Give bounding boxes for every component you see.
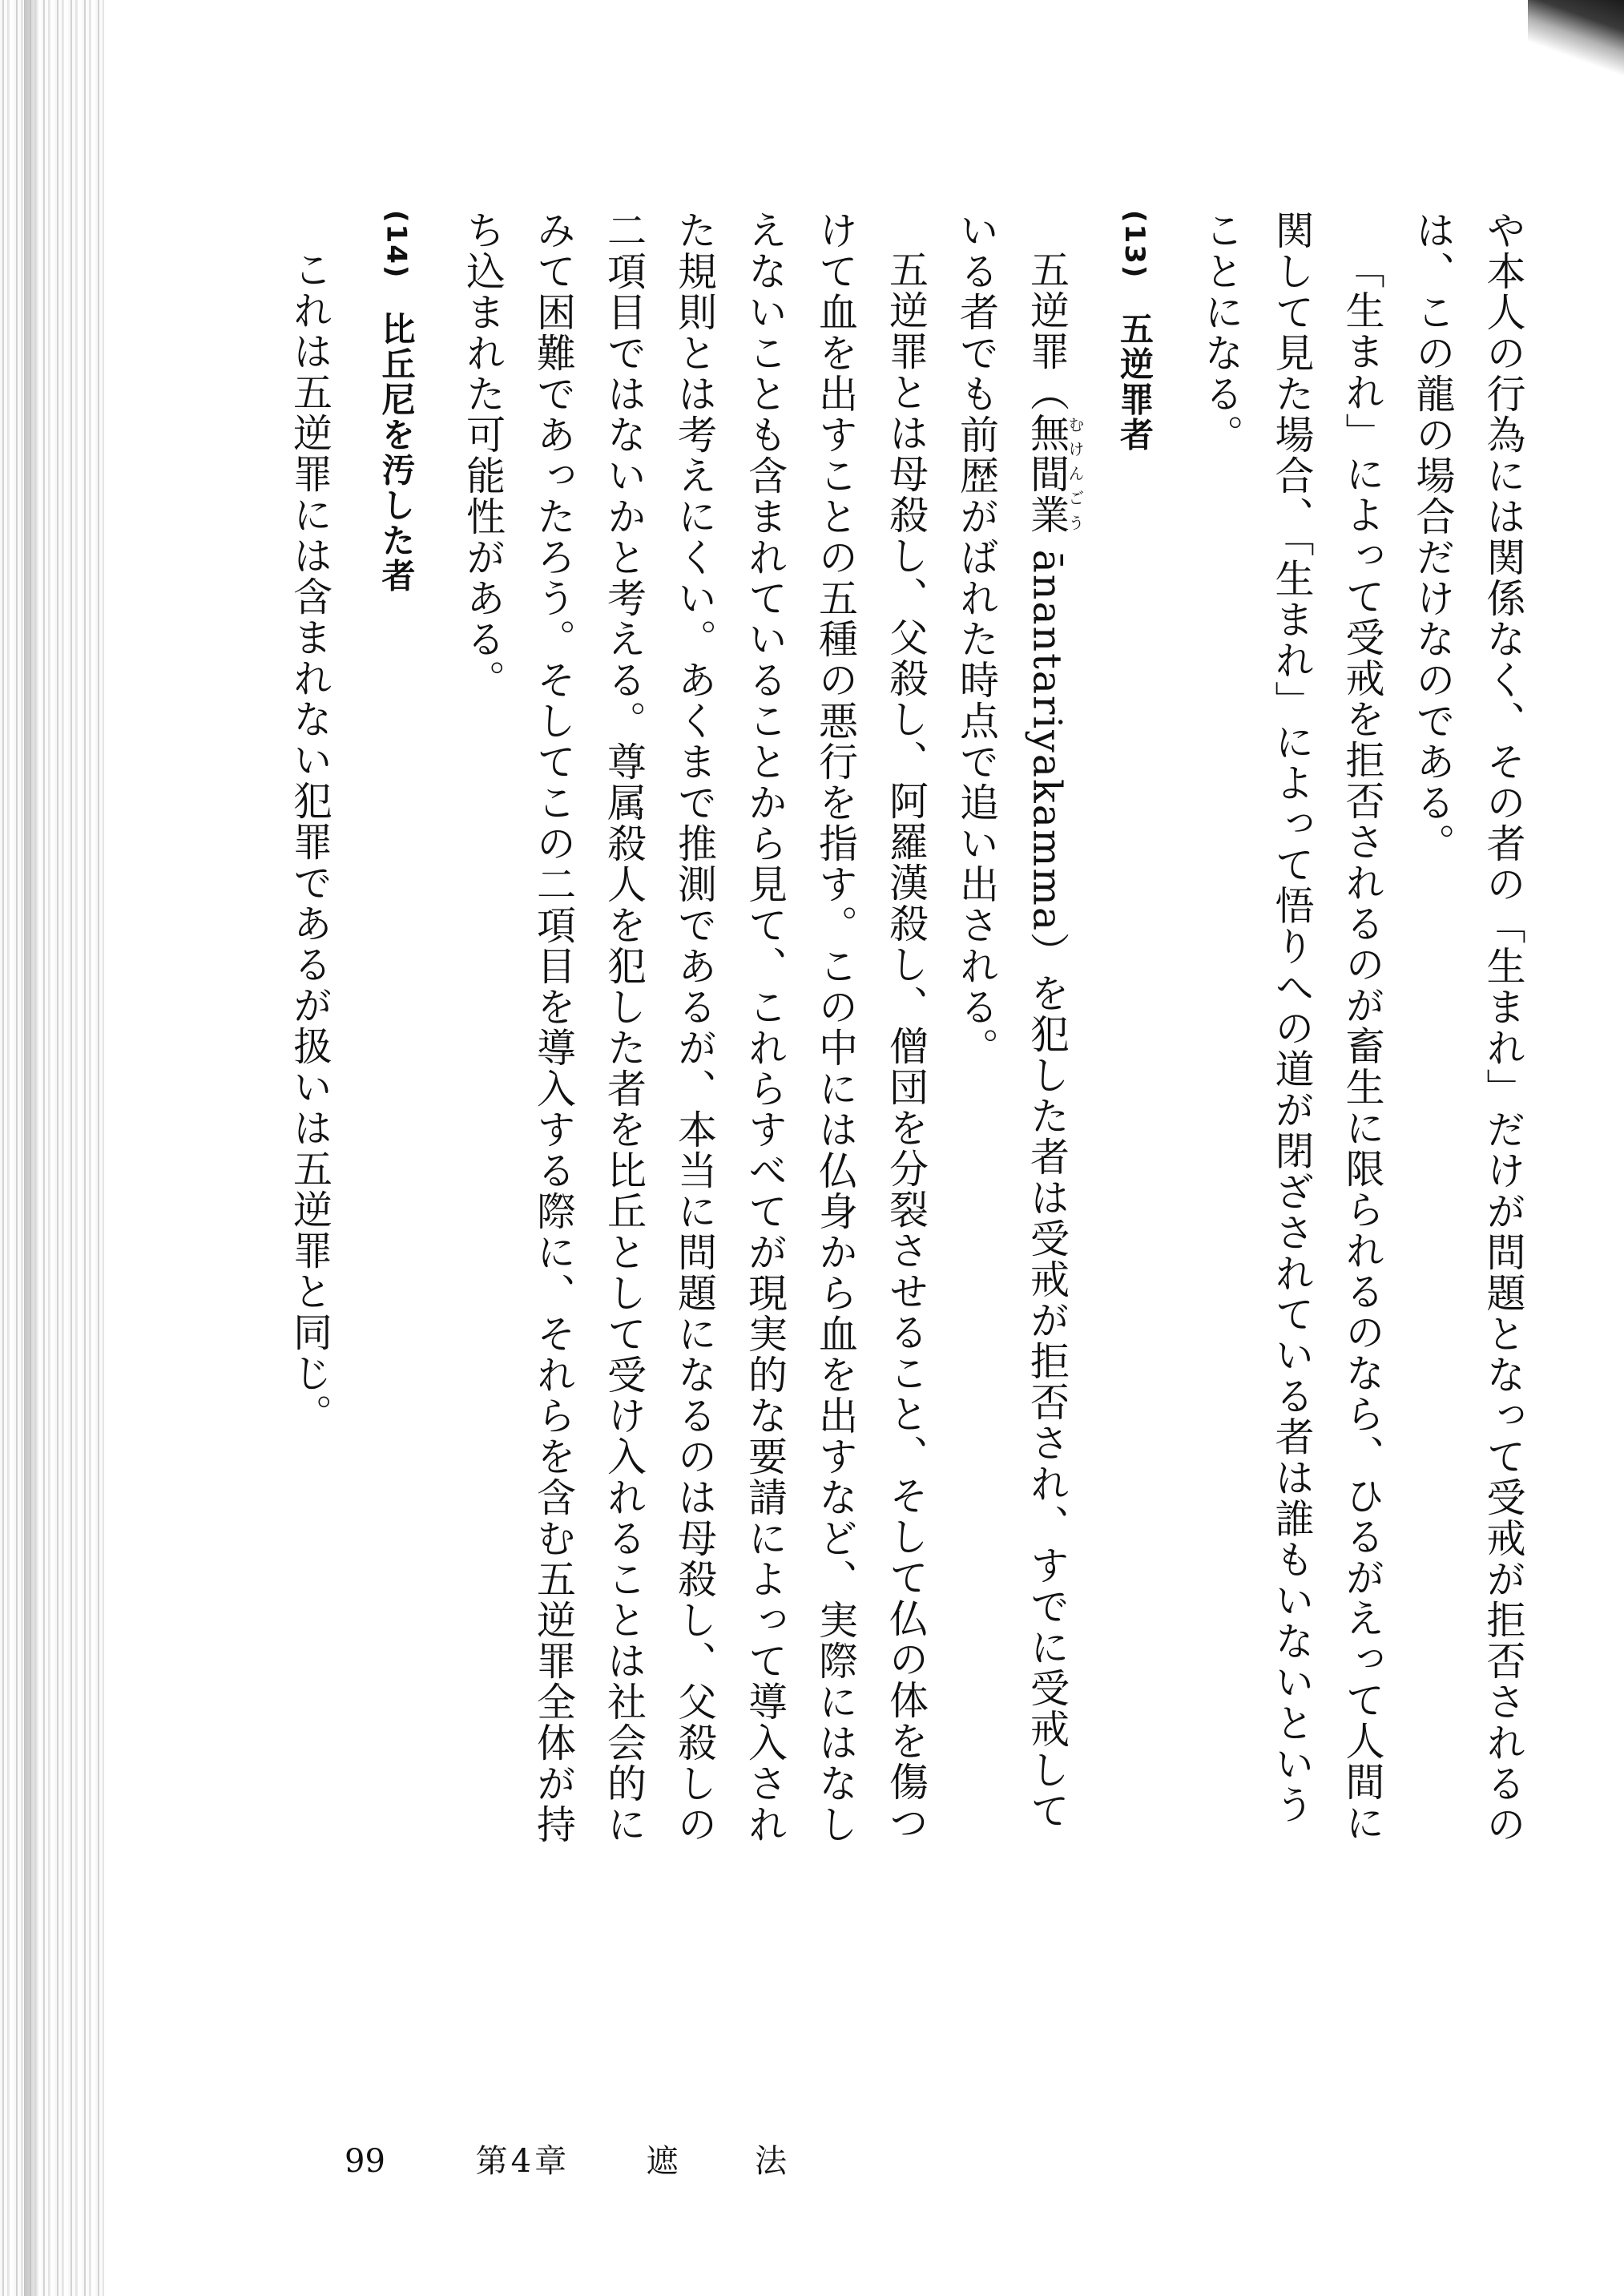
section-14-heading bbox=[361, 210, 432, 1861]
paragraph-intro-2: 「生まれ」によって受戒を拒否されるのが畜生に限られるのなら、ひるがえって人間に関して見た場合、「生まれ」によって悟りへの道が閉ざされている者は誰もいないということになる。 bbox=[1199, 210, 1385, 1843]
scan-corner-shadow bbox=[1528, 0, 1624, 104]
ruby-reading: むけんごう bbox=[1066, 413, 1085, 535]
vertical-text-body bbox=[287, 210, 1538, 1861]
paragraph-13-1-rest: ānantariyakamma）を犯した者は受戒が拒否され、すでに受戒している者でも前歴がばれた時点で追い出される。 bbox=[953, 210, 1070, 1832]
page-footer bbox=[345, 2136, 787, 2181]
page-number: 99 bbox=[345, 2143, 385, 2180]
paragraph-intro-continued: や本人の行為には関係なく、その者の「生まれ」だけが問題となって受戒が拒否されるのは、この龍の場合だけなのである。 bbox=[1410, 210, 1526, 1845]
ruby-base: 無間業 bbox=[1024, 413, 1070, 535]
section-14-title: 比丘尼を汚した者 bbox=[377, 311, 417, 594]
paragraph-13-1 bbox=[941, 210, 1084, 1861]
paragraph-14-1: これは五逆罪には含まれない犯罪であるが扱いは五逆罪と同じ。 bbox=[287, 249, 333, 1434]
chapter-label: 第4章 bbox=[475, 2143, 570, 2180]
section-13-heading bbox=[1099, 210, 1170, 1861]
scan-binding-shadow bbox=[24, 0, 38, 2296]
chapter-title-part-1: 遮 bbox=[646, 2143, 679, 2180]
paragraph-13-2: 五逆罪とは母殺し、父殺し、阿羅漢殺し、僧団を分裂させること、そして仏の体を傷つけて血を出すことの五種の悪行を指す。この中には仏身から血を出すなど、実際にはなしえないことも含まれていることから見て、これらすべてが現実的な要請によって導入された規則とは考えにくい。あくまで推測であるが、本当に問題になるのは母殺し、父殺しの二項目ではないかと考える。尊属殺人を犯した者を比丘として受け入れることは社会的にみて困難であったろう。そしてこの二項目を導入する際に、それらを含む五逆罪全体が持ち込まれた可能性がある。 bbox=[460, 210, 929, 1845]
section-14-number: (14) bbox=[380, 210, 413, 280]
scan-binding-edge bbox=[0, 0, 104, 2296]
paragraph-13-1-lead: 五逆罪（ bbox=[1024, 249, 1070, 413]
ruby-mukengo bbox=[1024, 413, 1085, 535]
chapter-title-part-2: 法 bbox=[754, 2143, 787, 2180]
section-13-title: 五逆罪者 bbox=[1115, 311, 1155, 453]
section-13-number: (13) bbox=[1118, 210, 1151, 280]
